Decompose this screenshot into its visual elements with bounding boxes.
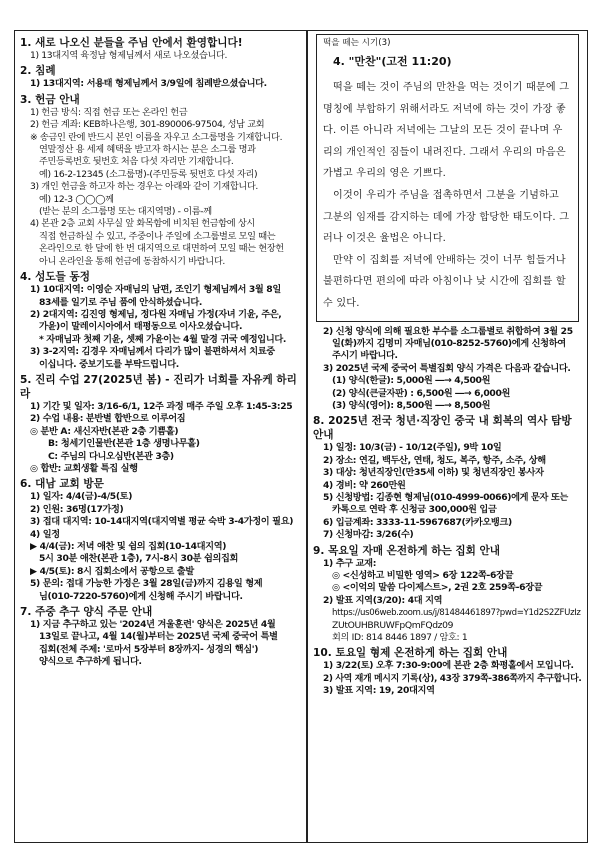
- announcement-line: (3) 양식(영어): 8,500원 ―→ 8,500원: [332, 399, 491, 411]
- announcement-line: 4) 일정: [30, 528, 60, 540]
- announcement-line: 2) 헌금 계좌: KEB하나은행, 301-890006-97504, 성남 교회: [30, 119, 265, 131]
- announcement-section: [313, 414, 582, 541]
- announcement-line: 3) 3-2지역: 김경우 자매님께서 다리가 많이 불편하셔서 치료중: [30, 346, 275, 358]
- announcement-line: 예) 16-2-12345 (소그룹명)-(주민등록 뒷번호 다섯 자리): [39, 168, 258, 180]
- announcement-line: 직접 헌금하실 수 있고, 주중이나 주일에 소그룹별로 모일 때는: [39, 230, 276, 242]
- announcement-line: 1) 3/22(토) 오후 7:30-9:00에 본관 2층 화평홀에서 모입니다.: [323, 660, 574, 672]
- announcement-line: 1) 13대지역: 서용태 형제님께서 3/9일에 침례받으셨습니다.: [30, 78, 267, 90]
- announcement-line: C: 주님의 다니오심반(본관 3층): [48, 450, 174, 462]
- announcement-line: ◎ 분반 A: 새신자반(본관 2층 기쁨홀): [30, 425, 179, 437]
- announcement-line: (1) 양식(한글): 5,000원 ―→ 4,500원: [332, 375, 491, 387]
- announcement-line: 3) 개인 헌금을 하고자 하는 경우는 아래와 같이 기재합니다.: [30, 181, 258, 193]
- announcement-line: 4) 본관 2층 교회 사무실 앞 화목함에 비치된 헌금함에 상시: [30, 218, 255, 230]
- announcement-line: 1) 10대지역: 이영순 자매님의 남편, 조인기 형제님께서 3월 8일: [30, 284, 281, 296]
- announcement-section: [20, 64, 301, 90]
- section-heading: 8. 2025년 전국 청년·직장인 중국 내 회복의 역사 탐방 안내: [313, 415, 572, 442]
- announcement-line: 회의 ID: 814 8446 1897 / 암호: 1: [332, 632, 468, 644]
- announcement-line: 카톡으로 연락 후 신청금 300,000원 입금: [332, 504, 497, 516]
- announcement-line: 2) 수업 내용: 분반별 합반으로 이루어짐: [30, 413, 186, 425]
- announcement-line: 1) 지금 추구하고 있는 '2024년 겨울훈련' 양식은 2025년 4월: [30, 619, 276, 631]
- announcement-line: 2) 발표 지역(3/20): 4대 지역: [323, 594, 443, 606]
- announcement-line: 4) 경비: 약 260만원: [323, 479, 406, 491]
- announcement-line: 일(화)까지 김명미 자매님(010-8252-5760)에게 신청하여: [332, 337, 566, 349]
- box-paragraph-1: 떡을 떼는 것이 주님의 만찬을 먹는 것이기 때문에 그 명칭에 부합하기 위해서라도 저녁에 하는 것이 가장 좋다. 이른 아니라 저녁에는 그날의 모든 것이 끝나며 우리의 개인적인 짐들이 내려진다. 그래서 우리의 마음은 가볍고 우리의 영은 기쁘다.: [323, 82, 570, 180]
- announcement-line: 온라인으로 한 달에 한 번 대지역으로 대면하여 모일 때는 현장헌: [39, 243, 284, 255]
- section-heading: 7. 주중 추구 양식 주문 안내: [20, 606, 153, 619]
- announcement-line: 주시기 바랍니다.: [332, 350, 398, 362]
- announcement-line: 가윤)이 말레이시아에서 태평동으로 이사오셨습니다.: [39, 321, 243, 333]
- announcement-line: 님(010-7220-5760)에게 신청해 주시기 바랍니다.: [39, 590, 243, 602]
- announcement-line: 83세를 일기로 주님 품에 안식하셨습니다.: [39, 296, 203, 308]
- announcement-section: [313, 326, 582, 413]
- section-heading: 3. 헌금 안내: [20, 93, 80, 106]
- announcement-line: ▶ 4/5(토): 8시 집회소에서 공항으로 출발: [30, 565, 194, 577]
- announcement-line: ※ 송금인 란에 반드시 본인 이름을 자우고 소그룹명을 기재합니다.: [30, 131, 283, 143]
- box-title: 4. "만찬"(고전 11:20): [333, 55, 452, 68]
- announcement-line: 양식으로 추구하게 됩니다.: [39, 656, 142, 668]
- announcement-line: 6) 입금계좌: 3333-11-5967687(카카오뱅크): [323, 516, 512, 528]
- announcement-line: https://us06web.zoom.us/j/81484461897?pwd=Y1d2S2ZFUzIz: [332, 608, 581, 619]
- announcement-line: (2) 양식(큰글자판) : 6,500원 ―→ 6,000원: [332, 387, 511, 399]
- announcement-line: 3) 2025년 국제 중국어 특별집회 양식 가격은 다음과 같습니다.: [323, 362, 571, 374]
- announcement-section: [20, 605, 301, 669]
- announcement-line: * 자매님과 첫째 기윤, 셋째 가윤이는 4월 말경 귀국 예정입니다.: [39, 333, 287, 345]
- right-column: [307, 30, 588, 843]
- announcement-line: 7) 신청마감: 3/26(수): [323, 529, 414, 541]
- announcement-line: ◎ 합반: 교회생활 특집 실행: [30, 462, 138, 474]
- announcement-line: 3) 발표 지역: 19, 20대지역: [323, 685, 435, 697]
- announcement-line: 2) 인원: 36명(17가정): [30, 503, 124, 515]
- announcement-line: 1) 일자: 4/4(금)-4/5(토): [30, 491, 133, 503]
- announcement-line: 1) 추구 교재:: [323, 557, 377, 569]
- section-heading: 5. 진리 수업 27(2025년 봄) - 진리가 너희를 자유케 하리라: [20, 373, 297, 400]
- announcement-section: [313, 544, 582, 645]
- announcement-line: 예) 12-3 ◯◯◯께: [39, 193, 114, 205]
- announcement-line: 주민등록번호 뒷번호 처음 다섯 자리만 기재합니다.: [39, 156, 234, 168]
- announcement-line: 1) 일정: 10/3(금) - 10/12(주일), 9박 10일: [323, 442, 502, 454]
- announcement-section: [20, 36, 301, 62]
- announcement-line: 3) 접대 대지역: 10-14대지역(대지역별 평균 숙박 3-4가정이 필요): [30, 516, 294, 528]
- announcement-section: [20, 270, 301, 371]
- box-paragraph-2: 이것이 우리가 주님을 접촉하면서 그분을 기념하고 그분의 임재를 감지하는 데에 가장 합당한 태도이다. 그러나 이것은 율법은 아니다.: [323, 189, 570, 245]
- announcement-section: [20, 93, 301, 268]
- announcement-line: ◎ <이억의 말씀 다이제스트>, 2권 2호 259쪽-6장끝: [332, 582, 543, 594]
- section-heading: 6. 대남 교회 방문: [20, 478, 104, 491]
- section-heading: 1. 새로 나오신 분들을 주님 안에서 환영합니다!: [20, 37, 243, 49]
- announcement-line: 2) 사역 재개 메시지 기록(상), 43장 379쪽-386쪽까지 추구합니다.: [323, 673, 582, 684]
- section-heading: 4. 성도들 동정: [20, 271, 90, 284]
- meditation-box: [316, 34, 579, 322]
- announcement-line: 이십니다. 중보기도를 부탁드립니다.: [39, 358, 179, 370]
- announcement-line: 3) 대상: 청년직장인(만35세 이하) 및 청년직장인 봉사자: [323, 467, 544, 479]
- announcement-line: 아니 온라인을 통해 헌금에 동참하시기 바랍니다.: [39, 255, 225, 267]
- announcement-line: 13일로 끝나고, 4월 14(월)부터는 2025년 국제 중국어 특별: [39, 631, 278, 643]
- announcement-line: 집회(전체 주제: '로마서 5장부터 8장까지- 성경의 핵심'): [39, 643, 259, 655]
- announcement-line: 1) 기간 및 일자: 3/16-6/1, 12주 과정 매주 주일 오후 1:45-3:25: [30, 400, 293, 412]
- announcement-line: 5) 신청방법: 김종현 형제님(010-4999-0066)에게 문자 또는: [323, 492, 568, 503]
- announcement-line: ZUtOUHBRUWFpQmFQdz09: [332, 619, 454, 631]
- announcement-section: [20, 373, 301, 475]
- section-heading: 2. 침례: [20, 65, 56, 78]
- announcement-section: [20, 477, 301, 603]
- announcement-line: ▶ 4/4(금): 저녁 애찬 및 쉼의 집회(10-14대지역): [30, 541, 227, 552]
- announcement-line: 1) 헌금 방식: 직접 헌금 또는 온라인 헌금: [30, 106, 188, 118]
- announcement-line: ◎ <신성하고 비밀한 영역> 6장 122쪽-6장끝: [332, 570, 514, 582]
- announcement-line: 5시 30분 애찬(본관 1층), 7시-8시 30분 쉼의집회: [39, 553, 239, 565]
- right-announcements: [313, 326, 582, 698]
- announcement-section: [313, 646, 582, 697]
- section-heading: 10. 토요일 형제 온전하게 하는 집회 안내: [313, 647, 508, 660]
- announcement-line: 연말정산 용 세제 혜택을 받고자 하시는 분은 소그룹 명과: [39, 144, 256, 156]
- left-column: [14, 30, 307, 843]
- announcement-line: 2) 신청 양식에 의해 필요한 부수를 소그룹별로 취합하여 3월 25: [323, 325, 573, 337]
- announcement-line: (받는 분의 소그룹명 또는 대지역명) - 이름-께: [39, 206, 212, 218]
- announcement-line: B: 청세기인물반(본관 1층 생명나무홀): [48, 438, 200, 450]
- announcement-line: 2) 장소: 연길, 백두산, 연태, 청도, 복주, 항주, 소주, 상해: [323, 454, 546, 466]
- left-content: [15, 31, 306, 669]
- box-paragraph-3: 만약 이 집회를 저녁에 안배하는 것이 너무 힘들거나 불편하다면 편의에 따라 아침이나 낮 시간에 집회를 할 수 있다.: [323, 254, 566, 309]
- announcement-line: 1) 13대지역 육정남 형제님께서 새로 나오셨습니다.: [30, 50, 228, 61]
- right-content: [308, 31, 587, 698]
- announcement-line: 2) 2대지역: 김진영 형제님, 정다원 자매님 가정(자녀 기윤, 주은,: [30, 308, 282, 320]
- box-topline: 떡을 떼는 시기(3): [323, 38, 391, 48]
- announcement-line: 5) 문의: 접대 가능한 가정은 3월 28일(금)까지 김용일 형제: [30, 578, 263, 590]
- section-heading: 9. 목요일 자매 온전하게 하는 집회 안내: [313, 544, 501, 557]
